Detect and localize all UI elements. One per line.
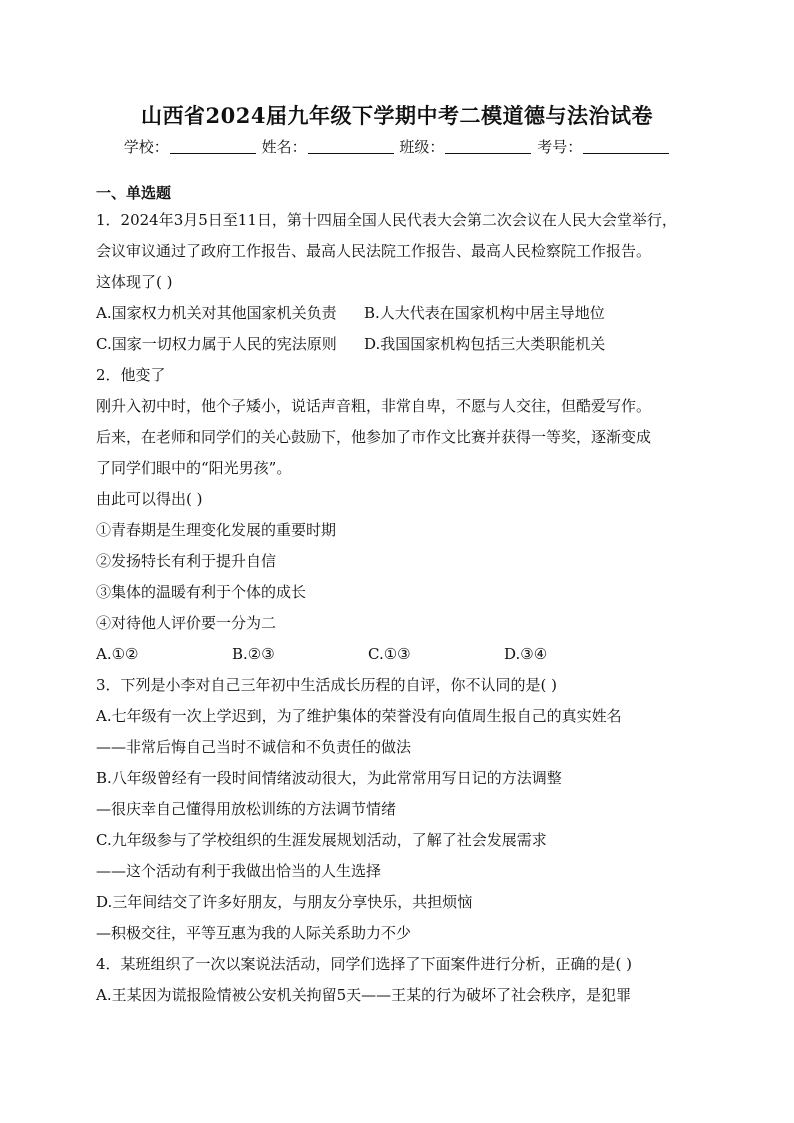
class-label: 班级： [399,138,445,156]
question-text: 刚升入初中时，他个子矮小，说话声音粗，非常自卑，不愿与人交往，但酷爱写作。 [96,397,652,415]
statement-4: ④对待他人评价要一分为二 [96,614,277,632]
option-c[interactable]: C.国家一切权力属于人民的宪法原则 [96,335,337,353]
name-label: 姓名： [261,138,307,156]
exam-title: 山西省2024届九年级下学期中考二模道德与法治试卷 [141,103,653,128]
section-heading: 一、单选题 [96,184,172,202]
question-3 [96,670,716,949]
option-a[interactable]: A.①② [96,645,139,663]
option-row [96,329,716,360]
option-row [96,298,716,329]
question-text: 1．2024年3月5日至11日，第十四届全国人民代表大会第二次会议在人民大会堂举行， [96,211,677,229]
question-text: 这体现了( ) [96,273,173,291]
option-d[interactable]: D.我国国家机构包括三大类职能机关 [364,335,606,353]
option-d-comment: —积极交往，平等互惠为我的人际关系助力不少 [96,924,412,942]
name-blank[interactable] [308,139,394,154]
school-blank[interactable] [170,139,256,154]
question-text: 3．下列是小李对自己三年初中生活成长历程的自评，你不认同的是( ) [96,676,558,694]
option-b[interactable]: B.八年级曾经有一段时间情绪波动很大，为此常常用写日记的方法调整 [96,769,562,787]
exam-number-blank[interactable] [583,139,669,154]
question-text: 会议审议通过了政府工作报告、最高人民法院工作报告、最高人民检察院工作报告。 [96,242,652,260]
option-c-comment: ——这个活动有利于我做出恰当的人生选择 [96,862,382,880]
question-1 [96,205,716,360]
option-b[interactable]: B.人大代表在国家机构中居主导地位 [364,304,605,322]
option-a[interactable]: A.七年级有一次上学迟到，为了维护集体的荣誉没有向值周生报自己的真实姓名 [96,707,622,725]
exam-content [96,181,716,1011]
option-a[interactable]: A.王某因为谎报险情被公安机关拘留5天——王某的行为破坏了社会秩序，是犯罪 [96,986,632,1004]
exam-number-label: 考号： [537,138,583,156]
option-d[interactable]: D.三年间结交了许多好朋友，与朋友分享快乐，共担烦恼 [96,893,473,911]
option-c[interactable]: C.①③ [368,645,411,663]
class-blank[interactable] [445,139,531,154]
option-row [96,639,716,670]
option-c[interactable]: C.九年级参与了学校组织的生涯发展规划活动，了解了社会发展需求 [96,831,547,849]
question-text: 了同学们眼中的“阳光男孩”。 [96,459,292,477]
option-b[interactable]: B.②③ [232,645,275,663]
statement-1: ①青春期是生理变化发展的重要时期 [96,521,337,539]
question-text: 2．他变了 [96,366,166,384]
question-text: 后来，在老师和同学们的关心鼓励下，他参加了市作文比赛并获得一等奖，逐渐变成 [96,428,652,446]
statement-2: ②发扬特长有利于提升自信 [96,552,277,570]
option-b-comment: —很庆幸自己懂得用放松训练的方法调节情绪 [96,800,397,818]
option-d[interactable]: D.③④ [504,645,548,663]
option-a-comment: ——非常后悔自己当时不诚信和不负责任的做法 [96,738,412,756]
question-text: 由此可以得出( ) [96,490,203,508]
question-2 [96,360,716,670]
student-info-row [0,136,794,157]
statement-3: ③集体的温暖有利于个体的成长 [96,583,307,601]
question-4 [96,949,716,1011]
question-text: 4．某班组织了一次以案说法活动，同学们选择了下面案件进行分析，正确的是( ) [96,955,633,973]
school-label: 学校： [123,138,169,156]
option-a[interactable]: A.国家权力机关对其他国家机关负责 [96,304,337,322]
